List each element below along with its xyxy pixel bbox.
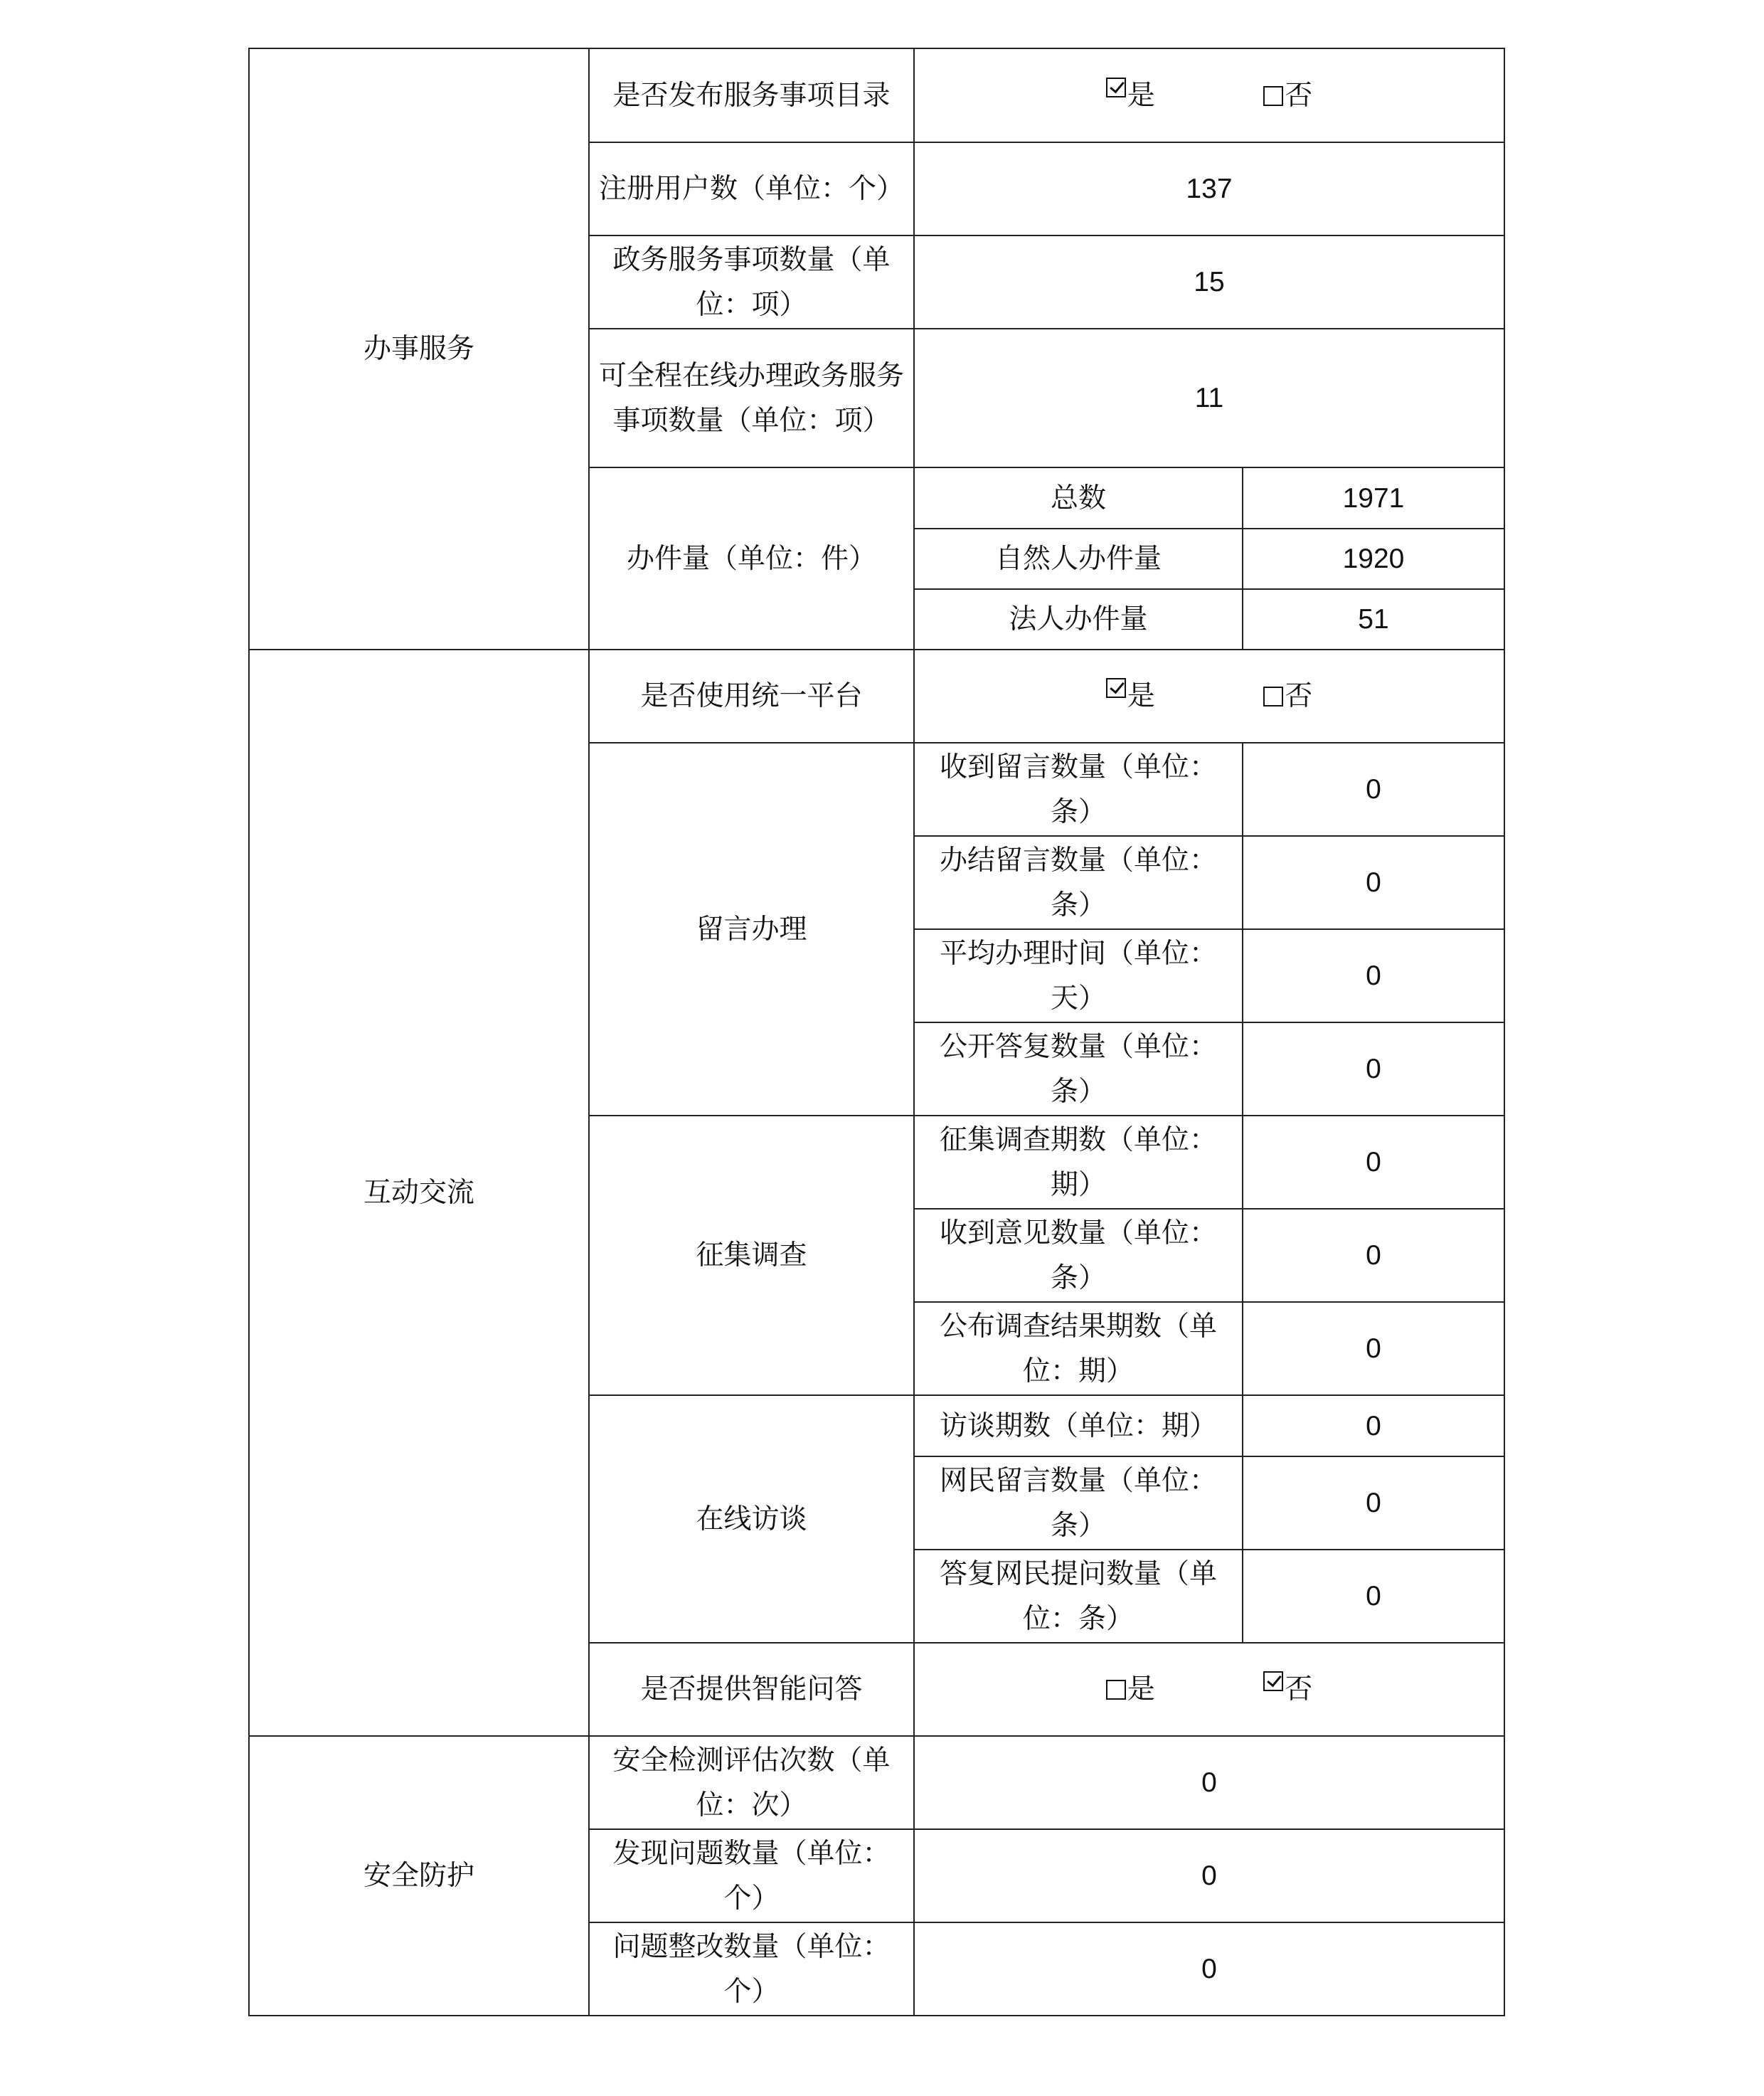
- publish-catalog-no[interactable]: 否: [1263, 73, 1312, 118]
- interview-answers-label: 答复网民提问数量（单位：条）: [914, 1550, 1243, 1643]
- row-label-issues-fixed: 问题整改数量（单位：个）: [589, 1922, 914, 2016]
- interview-netizen-msgs-value: 0: [1243, 1456, 1504, 1550]
- checked-box-icon: [1106, 678, 1126, 698]
- survey-opinions-value: 0: [1243, 1209, 1504, 1302]
- issues-fixed-value: 0: [914, 1922, 1504, 2016]
- cases-total-label: 总数: [914, 467, 1243, 529]
- publish-catalog-yes[interactable]: 是: [1106, 73, 1155, 118]
- section-label-security: 安全防护: [249, 1736, 589, 2016]
- row-label-issues-found: 发现问题数量（单位：个）: [589, 1829, 914, 1922]
- row-label-interview: 在线访谈: [589, 1395, 914, 1643]
- row-label-survey: 征集调查: [589, 1116, 914, 1395]
- empty-box-icon: [1263, 86, 1283, 106]
- interview-netizen-msgs-label: 网民留言数量（单位：条）: [914, 1456, 1243, 1550]
- assessments-value: 0: [914, 1736, 1504, 1829]
- publish-catalog-choice: [914, 48, 1504, 142]
- smart-qa-no[interactable]: 否: [1263, 1667, 1312, 1712]
- online-items-value: 11: [914, 329, 1504, 467]
- row-label-smart-qa: 是否提供智能问答: [589, 1643, 914, 1736]
- table-row: [249, 1736, 1504, 1829]
- messages-avg-time-label: 平均办理时间（单位：天）: [914, 929, 1243, 1022]
- cases-legal-value: 51: [1243, 589, 1504, 650]
- service-items-value: 15: [914, 235, 1504, 329]
- row-label-publish-catalog: 是否发布服务事项目录: [589, 48, 914, 142]
- survey-opinions-label: 收到意见数量（单位：条）: [914, 1209, 1243, 1302]
- unified-platform-no[interactable]: 否: [1263, 674, 1312, 719]
- row-label-unified-platform: 是否使用统一平台: [589, 650, 914, 743]
- table-row: [249, 650, 1504, 743]
- messages-public-reply-value: 0: [1243, 1022, 1504, 1116]
- messages-closed-value: 0: [1243, 836, 1504, 929]
- survey-periods-value: 0: [1243, 1116, 1504, 1209]
- statistics-table: [248, 48, 1505, 2016]
- survey-results-value: 0: [1243, 1302, 1504, 1395]
- issues-found-value: 0: [914, 1829, 1504, 1922]
- row-label-service-items: 政务服务事项数量（单位：项）: [589, 235, 914, 329]
- empty-box-icon: [1106, 1680, 1126, 1700]
- messages-avg-time-value: 0: [1243, 929, 1504, 1022]
- interview-answers-value: 0: [1243, 1550, 1504, 1643]
- interview-periods-value: 0: [1243, 1395, 1504, 1456]
- messages-public-reply-label: 公开答复数量（单位：条）: [914, 1022, 1243, 1116]
- table-row: [249, 48, 1504, 142]
- cases-legal-label: 法人办件量: [914, 589, 1243, 650]
- messages-received-label: 收到留言数量（单位：条）: [914, 743, 1243, 836]
- cases-natural-value: 1920: [1243, 529, 1504, 589]
- unified-platform-choice: [914, 650, 1504, 743]
- section-label-interaction: 互动交流: [249, 650, 589, 1736]
- row-label-messages: 留言办理: [589, 743, 914, 1116]
- survey-periods-label: 征集调查期数（单位：期）: [914, 1116, 1243, 1209]
- interview-periods-label: 访谈期数（单位：期）: [914, 1395, 1243, 1456]
- checked-box-icon: [1106, 78, 1126, 97]
- row-label-assessments: 安全检测评估次数（单位：次）: [589, 1736, 914, 1829]
- cases-total-value: 1971: [1243, 467, 1504, 529]
- cases-natural-label: 自然人办件量: [914, 529, 1243, 589]
- smart-qa-yes[interactable]: 是: [1106, 1667, 1155, 1712]
- row-label-online-items: 可全程在线办理政务服务事项数量（单位：项）: [589, 329, 914, 467]
- checked-box-icon: [1263, 1671, 1283, 1691]
- registered-users-value: 137: [914, 142, 1504, 235]
- smart-qa-choice: [914, 1643, 1504, 1736]
- messages-received-value: 0: [1243, 743, 1504, 836]
- section-label-service: 办事服务: [249, 48, 589, 650]
- empty-box-icon: [1263, 687, 1283, 706]
- messages-closed-label: 办结留言数量（单位：条）: [914, 836, 1243, 929]
- survey-results-label: 公布调查结果期数（单位：期）: [914, 1302, 1243, 1395]
- row-label-cases: 办件量（单位：件）: [589, 467, 914, 650]
- unified-platform-yes[interactable]: 是: [1106, 674, 1155, 719]
- row-label-registered-users: 注册用户数（单位：个）: [589, 142, 914, 235]
